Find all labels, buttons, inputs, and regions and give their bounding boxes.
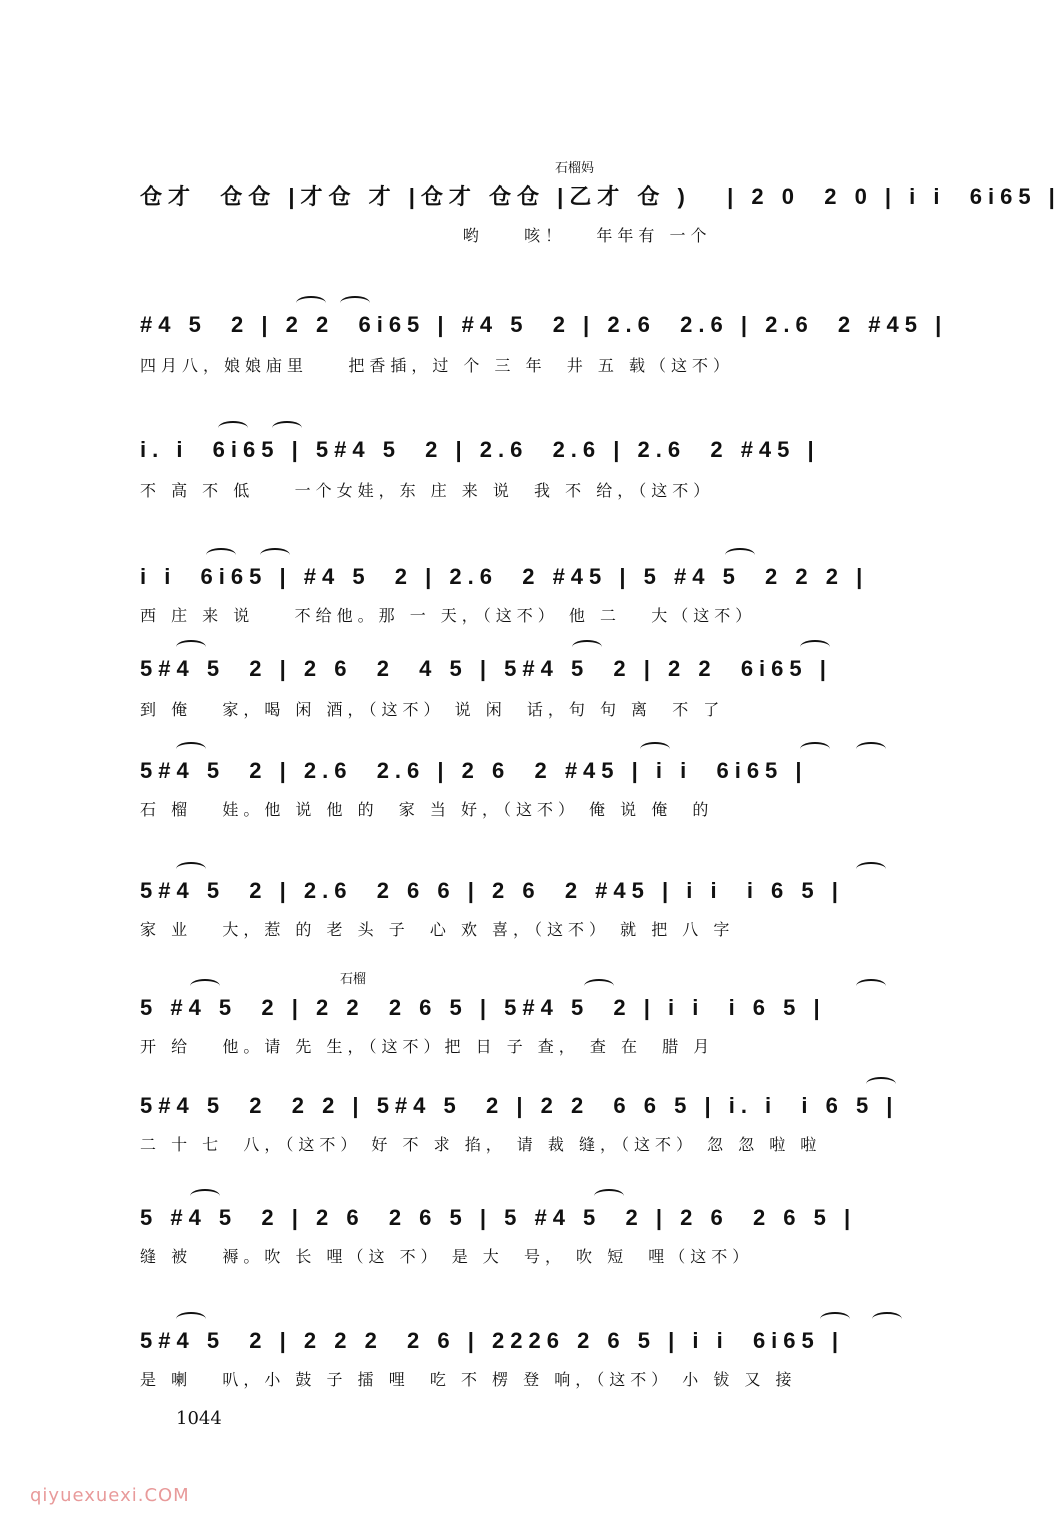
- lyrics-line-2: 四月八，娘娘庙里 把香插，过 个 三 年 井 五 载（这不）: [140, 356, 734, 375]
- slur-mark: [856, 979, 886, 993]
- slur-mark: [176, 1312, 206, 1326]
- lyrics-line-1: 哟 咳！ 年年有 一个: [140, 226, 712, 245]
- notation-line-1: 仓才 仓仓 |才仓 才 |仓才 仓仓 |乙才 仓 ) | 2 0 2 0 | i i 6i65 |: [140, 184, 1061, 209]
- notation-line-3: i. i 6i65 | 5#4 5 2 | 2.6 2.6 | 2.6 2 #45 |: [140, 437, 820, 462]
- role-annotation-mid: 石榴: [340, 972, 367, 987]
- slur-mark: [296, 296, 326, 310]
- slur-mark: [800, 640, 830, 654]
- lyrics-line-11: 是 喇 叭，小 鼓 子 擂 哩 吃 不 楞 登 响，（这不） 小 钹 又 接: [140, 1370, 797, 1389]
- notation-line-7: 5#4 5 2 | 2.6 2 6 6 | 2 6 2 #45 | i i i 6 5 |: [140, 878, 844, 903]
- notation-line-8: 5 #4 5 2 | 2 2 2 6 5 | 5#4 5 2 | i i i 6 5 |: [140, 995, 826, 1020]
- slur-mark: [176, 640, 206, 654]
- slur-mark: [572, 640, 602, 654]
- slur-mark: [190, 979, 220, 993]
- lyrics-line-6: 石 榴 娃。他 说 他 的 家 当 好，（这不） 俺 说 俺 的: [140, 800, 714, 819]
- lyrics-line-9: 二 十 七 八，（这不） 好 不 求 掐， 请 裁 缝，（这不） 忽 忽 啦 啦: [140, 1135, 822, 1154]
- lyrics-line-3: 不 高 不 低 一个女娃，东 庄 来 说 我 不 给，（这不）: [140, 481, 715, 500]
- page-number: 1044: [176, 1408, 222, 1429]
- slur-mark: [190, 1189, 220, 1203]
- slur-mark: [176, 862, 206, 876]
- notation-line-2: #4 5 2 | 2 2 6i65 | #4 5 2 | 2.6 2.6 | 2.6 2 #45 |: [140, 312, 948, 337]
- role-annotation-top: 石榴妈: [555, 161, 595, 176]
- slur-mark: [856, 862, 886, 876]
- slur-mark: [725, 548, 755, 562]
- lyrics-line-10: 缝 被 褥。吹 长 哩（这 不） 是 大 号， 吹 短 哩（这不）: [140, 1247, 754, 1266]
- slur-mark: [584, 979, 614, 993]
- lyrics-line-7: 家 业 大，惹 的 老 头 子 心 欢 喜，（这不） 就 把 八 字: [140, 920, 735, 939]
- slur-mark: [820, 1312, 850, 1326]
- lyrics-line-8: 开 给 他。请 先 生，（这不）把 日 子 查， 查 在 腊 月: [140, 1037, 715, 1056]
- slur-mark: [260, 548, 290, 562]
- slur-mark: [272, 421, 302, 435]
- notation-line-10: 5 #4 5 2 | 2 6 2 6 5 | 5 #4 5 2 | 2 6 2 6 5 |: [140, 1205, 857, 1230]
- notation-line-6: 5#4 5 2 | 2.6 2.6 | 2 6 2 #45 | i i 6i65 |: [140, 758, 808, 783]
- slur-mark: [872, 1312, 902, 1326]
- slur-mark: [866, 1077, 896, 1091]
- slur-mark: [340, 296, 370, 310]
- notation-line-11: 5#4 5 2 | 2 2 2 2 6 | 2226 2 6 5 | i i 6i65 |: [140, 1328, 845, 1353]
- slur-mark: [594, 1189, 624, 1203]
- slur-mark: [640, 742, 670, 756]
- slur-mark: [206, 548, 236, 562]
- slur-mark: [800, 742, 830, 756]
- lyrics-line-5: 到 俺 家，喝 闲 酒，（这不） 说 闲 话，句 句 离 不 了: [140, 700, 725, 719]
- slur-mark: [856, 742, 886, 756]
- notation-line-4: i i 6i65 | #4 5 2 | 2.6 2 #45 | 5 #4 5 2 2 2 |: [140, 564, 869, 589]
- notation-line-5: 5#4 5 2 | 2 6 2 4 5 | 5#4 5 2 | 2 2 6i65 |: [140, 656, 832, 681]
- site-watermark: qiyuexuexi.COM: [30, 1485, 190, 1506]
- slur-mark: [176, 742, 206, 756]
- slur-mark: [218, 421, 248, 435]
- notation-line-9: 5#4 5 2 2 2 | 5#4 5 2 | 2 2 6 6 5 | i. i i 6 5 |: [140, 1093, 899, 1118]
- lyrics-line-4: 西 庄 来 说 不给他。那 一 天，（这不） 他 二 大（这不）: [140, 606, 757, 625]
